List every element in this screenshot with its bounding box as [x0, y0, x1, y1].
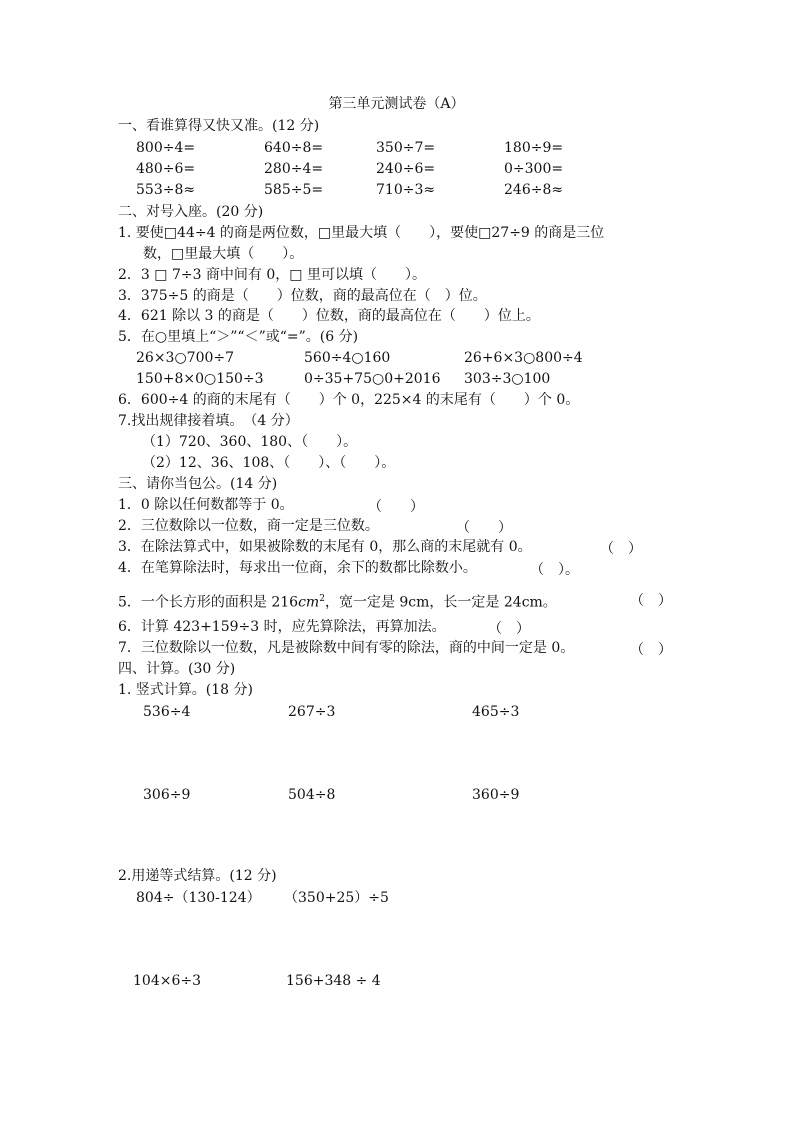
judge-item: 6．计算 423+159÷3 时，应先算除法，再算加法。 [118, 619, 446, 635]
vertical-calc-item: 360÷9 [472, 787, 520, 803]
question-text: 5．在○里填上“＞”“＜”或“=”。(6 分) [118, 329, 359, 345]
calc-item: 480÷6= [136, 161, 196, 177]
area-unit: cm [298, 594, 320, 611]
calc-item: 280÷4= [264, 161, 324, 177]
calc-item: 800÷4= [136, 140, 196, 156]
calc-item: 640÷8= [264, 140, 324, 156]
calc-item: 246÷8≈ [504, 182, 564, 198]
judge-item: 1．0 除以任何数都等于 0。 [118, 497, 294, 513]
compare-item: 560÷4○160 [304, 350, 391, 366]
calc-item: 240÷6= [376, 161, 436, 177]
judge-text-pre: 5．一个长方形的面积是 216 [118, 594, 299, 611]
vertical-calc-item: 267÷3 [288, 704, 336, 720]
question-text: 2．3 □ 7÷3 商中间有 0，□ 里可以填（ ）。 [118, 267, 426, 283]
page-title: 第三单元测试卷（A） [328, 96, 465, 112]
vertical-calc-item: 536÷4 [143, 704, 191, 720]
stepwise-calc-item: 804÷（130-124） [136, 890, 261, 906]
judge-item: 7．三位数除以一位数，凡是被除数中间有零的除法，商的中间一定是 0。 [118, 640, 575, 656]
calc-item: 180÷9= [504, 140, 564, 156]
subsection-heading: 2.用递等式结算。(12 分) [118, 868, 277, 884]
question-text: 6．600÷4 的商的末尾有（ ）个 0，225×4 的末尾有（ ）个 0。 [118, 392, 580, 408]
vertical-calc-item: 504÷8 [288, 787, 336, 803]
section-1-heading: 一、看谁算得又快又准。(12 分) [118, 118, 320, 134]
answer-bracket: （ ） [488, 621, 530, 637]
question-text: 7.找出规律接着填。 （4 分） [118, 413, 299, 429]
answer-bracket: （ ） [630, 642, 672, 658]
compare-item: 303÷3○100 [464, 371, 551, 387]
judge-item: 3．在除法算式中，如果被除数的末尾有 0，那么商的末尾就有 0。 [118, 539, 532, 555]
judge-text-post: ，宽一定是 9cm，长一定是 24cm。 [324, 594, 557, 611]
stepwise-calc-item: （350+25）÷5 [284, 890, 389, 906]
compare-item: 26+6×3○800÷4 [464, 350, 583, 366]
calc-item: 710÷3≈ [376, 182, 436, 198]
calc-item: 553÷8≈ [136, 182, 196, 198]
calc-item: 350÷7= [376, 140, 436, 156]
judge-item: 2．三位数除以一位数，商一定是三位数。 [118, 518, 379, 534]
compare-item: 26×3○700÷7 [136, 350, 235, 366]
section-3-heading: 三、请你当包公。(14 分) [118, 476, 278, 492]
question-text: 1. 要使□44÷4 的商是两位数，□里最大填（ ），要使□27÷9 的商是三位 [118, 225, 605, 241]
question-text: 4．621 除以 3 的商是（ ）位数，商的最高位在（ ）位上。 [118, 308, 540, 324]
unit-exponent: 2 [319, 594, 325, 604]
question-text: （2）12、36、108、（ ）、（ ）。 [142, 455, 396, 471]
judge-item: 4．在笔算除法时，每求出一位商，余下的数都比除数小。 [118, 560, 477, 576]
question-text: 3．375÷5 的商是（ ）位数，商的最高位在（ ）位。 [118, 288, 487, 304]
judge-item [118, 590, 557, 612]
answer-bracket: （ ） [630, 593, 672, 609]
vertical-calc-item: 306÷9 [143, 787, 191, 803]
answer-bracket: （ ） [600, 541, 642, 557]
stepwise-calc-item: 156+348 ÷ 4 [286, 973, 381, 989]
calc-item: 585÷5= [264, 182, 324, 198]
section-4-heading: 四、计算。(30 分) [118, 661, 236, 677]
compare-item: 0÷35+75○0+2016 [304, 371, 441, 387]
section-2-heading: 二、对号入座。(20 分) [118, 204, 264, 220]
subsection-heading: 1. 竖式计算。(18 分) [118, 682, 253, 698]
question-text: （1）720、360、180、（ ）。 [142, 434, 358, 450]
compare-item: 150+8×0○150÷3 [136, 371, 264, 387]
vertical-calc-item: 465÷3 [472, 704, 520, 720]
answer-bracket: （ ） [368, 499, 424, 515]
answer-bracket: （ ） [456, 520, 512, 536]
question-text: 数，□里最大填（ ）。 [143, 246, 304, 262]
stepwise-calc-item: 104×6÷3 [133, 973, 201, 989]
answer-bracket: （ ）。 [530, 562, 579, 578]
calc-item: 0÷300= [504, 161, 564, 177]
